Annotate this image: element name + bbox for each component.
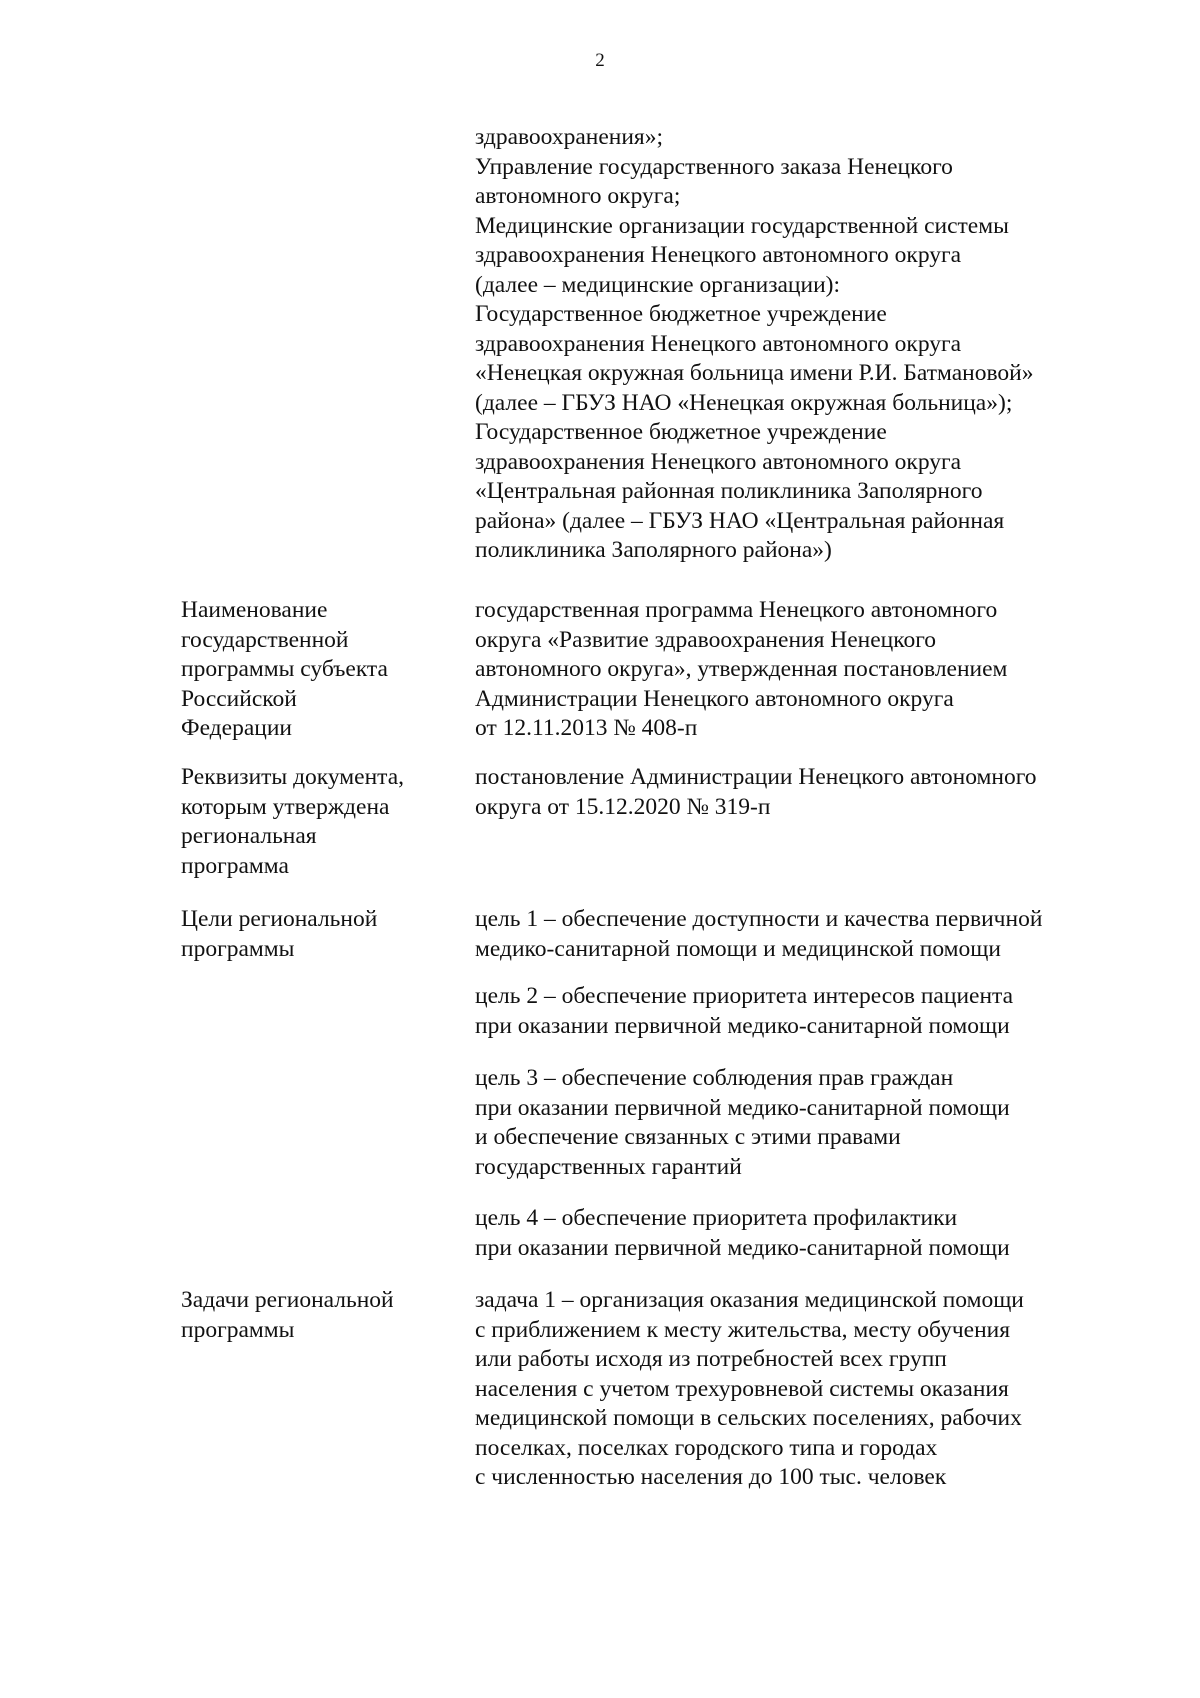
- continuation-text: здравоохранения»; Управление государственного заказа Ненецкого автономного округа; Медицинские организации государственной системы здравоохранения Ненецкого автономного округа (далее – медицинские организации): Государственное бюджетное учреждение здравоохранения Ненецкого автономного округа «Ненецкая окружная больница имени Р.И. Батмановой» (далее – ГБУЗ НАО «Ненецкая окружная больница»); Государственное бюджетное учреждение здравоохранения Ненецкого автономного округа «Центральная районная поликлиника Заполярного района» (далее – ГБУЗ НАО «Центральная районная поликлиника Заполярного района»): [475, 124, 1034, 563]
- goal-4: цель 4 – обеспечение приоритета профилактики при оказании первичной медико-санитарной помощи: [475, 1205, 1010, 1261]
- row-label-goals: Цели региональной программы: [181, 906, 378, 962]
- row-label-document-details: Реквизиты документа, которым утверждена региональная программа: [181, 764, 405, 879]
- row-value-document-details: постановление Администрации Ненецкого автономного округа от 15.12.2020 № 319-п: [475, 764, 1037, 820]
- goal-3: цель 3 – обеспечение соблюдения прав граждан при оказании первичной медико-санитарной помощи и обеспечение связанных с этими правами государственных гарантий: [475, 1065, 1010, 1180]
- page-number: 2: [595, 50, 605, 71]
- row-label-program-name: Наименование государственной программы субъекта Российской Федерации: [181, 597, 388, 741]
- goal-2: цель 2 – обеспечение приоритета интересов пациента при оказании первичной медико-санитарной помощи: [475, 983, 1014, 1039]
- row-value-program-name: государственная программа Ненецкого автономного округа «Развитие здравоохранения Ненецкого автономного округа», утвержденная постановлением Администрации Ненецкого автономного округа от 12.11.2013 № 408-п: [475, 597, 1008, 741]
- goal-1: цель 1 – обеспечение доступности и качества первичной медико-санитарной помощи и медицинской помощи: [475, 906, 1043, 962]
- row-label-tasks: Задачи региональной программы: [181, 1287, 394, 1343]
- row-value-tasks: задача 1 – организация оказания медицинской помощи с приближением к месту жительства, месту обучения или работы исходя из потребностей всех групп населения с учетом трехуровневой системы оказания медицинской помощи в сельских поселениях, рабочих поселках, поселках городского типа и городах с численностью населения до 100 тыс. человек: [475, 1287, 1024, 1490]
